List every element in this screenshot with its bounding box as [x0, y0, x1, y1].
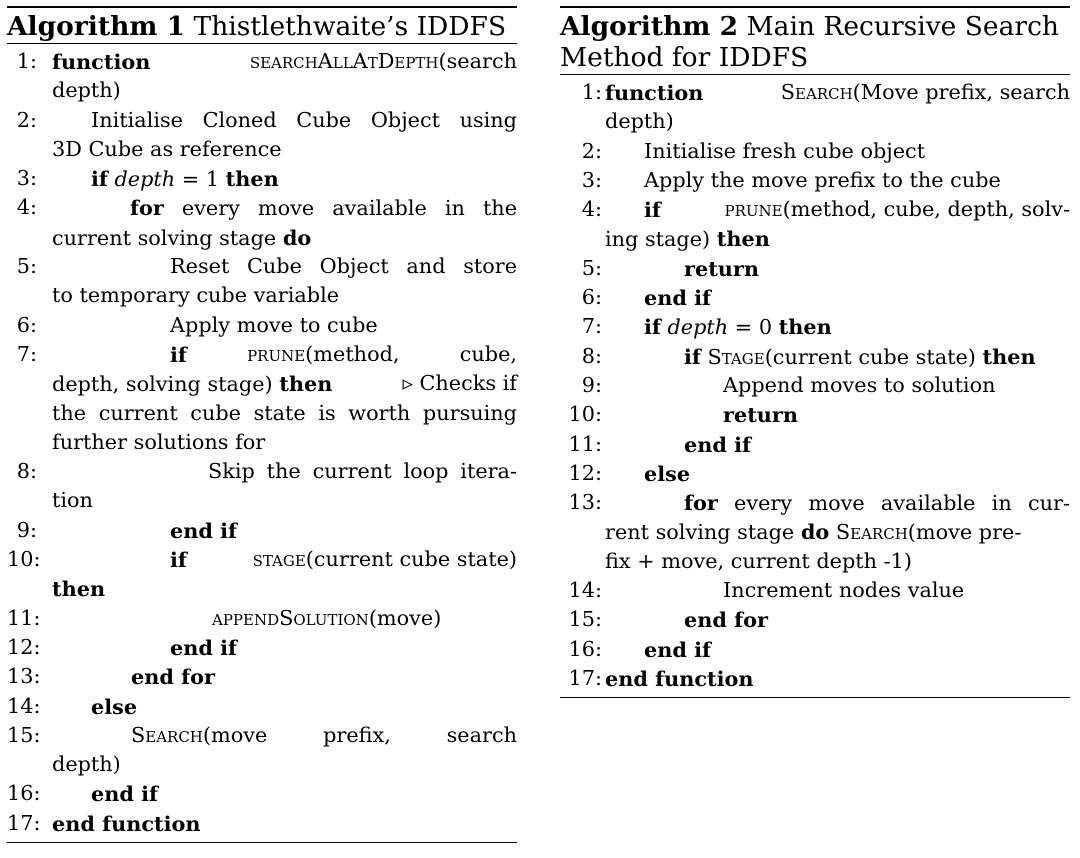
function-stage: Stage: [707, 344, 765, 369]
comment-text: ▹ Checks if: [402, 371, 517, 396]
algo1-line-3: [7, 164, 517, 193]
append-args: (move): [368, 605, 442, 630]
algo1-line-2: [7, 106, 517, 135]
line-number: 17:: [7, 810, 41, 835]
keyword-then: then: [52, 576, 106, 602]
continuation-text: fix + move, current depth -1): [605, 548, 913, 573]
keyword-end-if: end if: [684, 431, 751, 457]
function-append-solution: appendSolution: [212, 605, 369, 630]
keyword-then: then: [279, 371, 333, 397]
algo2-line-4: [560, 195, 1070, 224]
continuation-text: rent solving stage: [605, 520, 801, 545]
search-args: (move pre-: [907, 520, 1022, 545]
statement-text: Append moves to solution: [723, 372, 996, 397]
keyword-else: else: [91, 693, 138, 719]
algo1-line-14: [7, 692, 517, 721]
line-number: 11:: [568, 431, 602, 456]
search-args: prefix,: [323, 722, 391, 747]
algo2-line-13-cont-2: [560, 547, 1070, 576]
continuation-text: ing stage): [605, 227, 717, 252]
keyword-end-for: end for: [684, 607, 768, 633]
algo1-line-13: [7, 662, 517, 691]
algo1-line-7: [7, 340, 517, 369]
line-number: 13:: [568, 490, 602, 515]
line-number: 14:: [7, 693, 41, 718]
keyword-if: if: [170, 547, 187, 573]
keyword-then: then: [716, 226, 770, 252]
algo1-line-7-cont-2: [7, 399, 517, 428]
arg-cube: cube,: [459, 341, 517, 366]
algo2-line-3: [560, 166, 1070, 195]
line-number: 15:: [7, 722, 41, 747]
algo1-line-12: [7, 633, 517, 662]
keyword-function: function: [52, 49, 151, 74]
keyword-if: if: [644, 197, 661, 223]
line-number: 12:: [7, 634, 41, 659]
function-prune: prune: [724, 197, 783, 222]
function-args: (Move prefix, search: [852, 80, 1070, 104]
keyword-then: then: [225, 166, 279, 192]
line-number: 10:: [568, 402, 602, 427]
keyword-if: if: [170, 341, 187, 367]
algo2-line-11: [560, 430, 1070, 459]
function-search: Search: [131, 722, 203, 747]
keyword-end-if: end if: [91, 781, 158, 807]
algo2-line-5: [560, 254, 1070, 283]
continuation-text: current solving stage: [52, 225, 283, 250]
caption-label: Algorithm 1: [7, 11, 186, 42]
line-number: 16:: [568, 636, 602, 661]
algorithm-2-caption: [560, 6, 1070, 75]
line-number: 7:: [581, 314, 602, 339]
var-depth: depth: [667, 315, 729, 340]
statement-text: Initialise fresh cube object: [644, 138, 926, 163]
keyword-end-if: end if: [644, 636, 711, 662]
statement-text: Apply move to cube: [170, 312, 378, 337]
algo1-line-9: [7, 516, 517, 545]
algo1-line-10-cont: [7, 574, 517, 603]
line-number: 8:: [16, 459, 37, 484]
algo1-line-2-cont: [7, 135, 517, 164]
algo1-line-1: [7, 47, 517, 76]
statement-text: Reset Cube Object and store: [170, 254, 517, 279]
algo2-line-10: [560, 400, 1070, 429]
keyword-end-if: end if: [644, 285, 711, 311]
algo1-line-4-cont: [7, 223, 517, 252]
keyword-return: return: [723, 402, 798, 428]
line-number: 16:: [7, 781, 41, 806]
continuation-text: 3D Cube as reference: [52, 136, 282, 161]
keyword-then: then: [982, 343, 1036, 369]
continuation-text: tion: [52, 488, 93, 513]
comment-text: further solutions for: [52, 429, 266, 454]
algorithm-1: [7, 6, 517, 843]
algo2-line-4-cont: [560, 224, 1070, 253]
algo1-line-15-cont: [7, 750, 517, 779]
algo1-line-15: [7, 721, 517, 750]
line-number: 7:: [16, 341, 37, 366]
caption-title: Main Recursive Search: [746, 11, 1059, 42]
line-number: 15:: [568, 607, 602, 632]
algo1-line-1-cont: [7, 76, 517, 105]
algo1-line-8-cont: [7, 486, 517, 515]
statement-text: Increment nodes value: [723, 578, 965, 603]
keyword-if: if: [684, 343, 701, 369]
line-number: 17:: [568, 665, 602, 690]
line-number: 3:: [581, 167, 602, 192]
line-number: 5:: [16, 254, 37, 279]
algo2-line-12: [560, 459, 1070, 488]
algo1-line-10: [7, 545, 517, 574]
continuation-text: to temporary cube variable: [52, 283, 340, 308]
line-number: 12:: [568, 460, 602, 485]
caption-label: Algorithm 2: [560, 11, 739, 42]
line-number: 14:: [568, 578, 602, 603]
function-name: searchAllAtDepth: [249, 49, 439, 73]
function-prune: prune: [247, 341, 306, 366]
continuation-text: depth): [52, 752, 121, 777]
keyword-function: function: [605, 80, 704, 105]
keyword-else: else: [644, 460, 691, 486]
line-number: 9:: [581, 372, 602, 397]
search-args: (move: [202, 722, 268, 747]
algo2-line-13: [560, 488, 1070, 517]
line-number: 1:: [16, 49, 37, 73]
algo2-line-14: [560, 576, 1070, 605]
keyword-do: do: [800, 519, 830, 545]
algo2-line-1-cont: [560, 107, 1070, 136]
statement-text: Skip the current loop itera-: [208, 459, 517, 484]
line-number: 13:: [7, 664, 41, 689]
keyword-if: if: [91, 166, 108, 192]
algo2-line-2: [560, 137, 1070, 166]
algo1-line-11: [7, 604, 517, 633]
algo2-line-15: [560, 605, 1070, 634]
prune-args: (method, cube, depth, solv-: [782, 197, 1070, 222]
keyword-end-if: end if: [170, 517, 237, 543]
algorithm-1-body: [7, 44, 517, 843]
prune-args: (method,: [305, 341, 400, 366]
algo1-line-5: [7, 252, 517, 281]
algo1-line-16: [7, 779, 517, 808]
function-stage: stage: [252, 547, 306, 572]
algo2-line-6: [560, 283, 1070, 312]
algo2-line-9: [560, 371, 1070, 400]
keyword-if: if: [644, 314, 661, 340]
keyword-then: then: [778, 314, 832, 340]
function-name: Search: [780, 80, 853, 104]
algo2-line-17: [560, 664, 1070, 693]
algo1-line-4: [7, 193, 517, 222]
algo1-line-7-cont-3: [7, 428, 517, 457]
keyword-for: for: [684, 490, 718, 516]
line-number: 4:: [581, 197, 602, 222]
line-number: 3:: [16, 166, 37, 191]
statement-text: every move available in the: [163, 196, 517, 221]
algo2-line-7: [560, 312, 1070, 341]
algo2-line-13-cont-1: [560, 517, 1070, 546]
stage-args: (current cube state): [764, 344, 983, 369]
keyword-for: for: [130, 195, 164, 221]
line-number: 9:: [16, 517, 37, 542]
line-number: 1:: [581, 80, 602, 104]
statement-text: every move available in cur-: [717, 491, 1070, 516]
line-number: 10:: [7, 547, 41, 572]
algo1-line-8: [7, 457, 517, 486]
algorithm-1-caption: [7, 6, 517, 44]
algo2-line-16: [560, 635, 1070, 664]
search-args: search: [446, 722, 517, 747]
equals-zero: = 0: [728, 315, 779, 340]
keyword-end-function: end function: [605, 665, 754, 691]
line-number: 4:: [16, 195, 37, 220]
keyword-return: return: [684, 255, 759, 281]
algo1-line-6: [7, 311, 517, 340]
comment-text: the current cube state is worth pursuing: [52, 400, 517, 425]
keyword-do: do: [282, 224, 312, 250]
line-number: 6:: [16, 312, 37, 337]
line-number: 11:: [7, 605, 41, 630]
algo1-line-7-cont-1: [7, 369, 517, 398]
algorithm-2-body: [560, 75, 1070, 698]
algo1-line-5-cont: [7, 281, 517, 310]
continuation-text: depth): [52, 78, 121, 103]
stage-args: (current cube state): [305, 547, 517, 572]
keyword-end-function: end function: [52, 810, 201, 836]
algo1-line-17: [7, 809, 517, 838]
statement-text: Apply the move prefix to the cube: [644, 167, 1001, 192]
equals-one: = 1: [175, 167, 226, 192]
keyword-end-for: end for: [131, 664, 215, 690]
var-depth: depth: [114, 167, 176, 192]
algo2-line-8: [560, 342, 1070, 371]
function-search: Search: [835, 520, 908, 545]
line-number: 5:: [581, 255, 602, 280]
line-number: 8:: [581, 343, 602, 368]
line-number: 6:: [581, 285, 602, 310]
algorithm-2: [560, 6, 1070, 698]
line-number: 2:: [581, 138, 602, 163]
caption-title-cont: Method for IDDFS: [560, 42, 809, 73]
continuation-text: depth, solving stage): [52, 372, 280, 397]
keyword-end-if: end if: [170, 634, 237, 660]
caption-title: Thistlethwaite’s IDDFS: [193, 11, 507, 42]
function-args: (search: [438, 49, 517, 73]
line-number: 2:: [16, 107, 37, 132]
statement-text: Initialise Cloned Cube Object using: [91, 107, 517, 132]
continuation-text: depth): [605, 109, 674, 134]
algo2-line-1: [560, 78, 1070, 107]
